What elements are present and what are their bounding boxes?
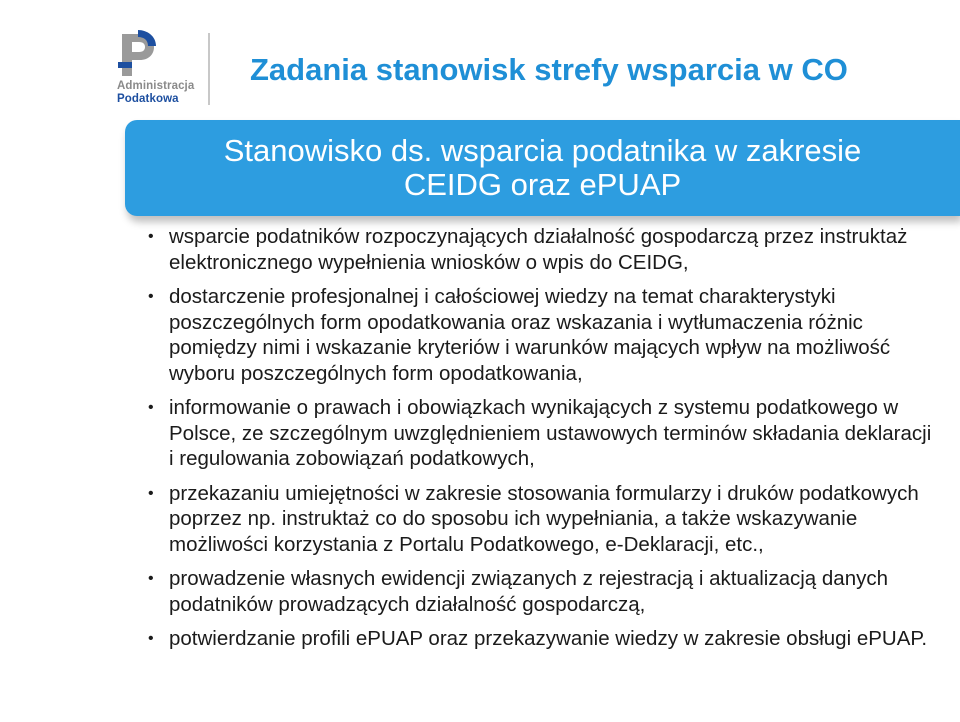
bullet-icon: • (148, 570, 154, 587)
task-list (0, 224, 960, 661)
logo (116, 28, 216, 108)
bullet-icon: • (148, 484, 154, 502)
list-item-text: przekazaniu umiejętności w zakresie stosowania formularzy i druków podatkowych poprzez np. instruktaż co do sposobu ich wypełniania, a także wskazywanie możliwości korzystania z Portalu Podatkowego, e-Deklaracji, etc., (169, 481, 919, 556)
header-divider (208, 33, 210, 105)
list-item-text: dostarczenie profesjonalnej i całościowej wiedzy na temat charakterystyki poszczególnych form opodatkowania oraz wskazania i wytłumaczenia różnic pomiędzy nimi i wskazanie kryteriów i warunków mających wpływ na możliwość wyboru poszczególnych form opodatkowania, (169, 285, 891, 385)
list-item (0, 626, 960, 652)
bullet-icon: • (148, 630, 154, 647)
list-item-text: potwierdzanie profili ePUAP oraz przekazywanie wiedzy w zakresie obsługi ePUAP. (169, 627, 928, 650)
list-item-text: prowadzenie własnych ewidencji związanych z rejestracją i aktualizacją danych podatników prowadzących działalność gospodarczą, (169, 567, 888, 616)
list-item (0, 284, 960, 386)
list-item (0, 395, 960, 472)
logo-line-podatkowa: Podatkowa (117, 93, 179, 105)
administracja-podatkowa-logo-icon (116, 30, 160, 80)
banner-line-1: Stanowisko ds. wsparcia podatnika w zakresie (223, 133, 862, 168)
section-banner (125, 120, 960, 216)
list-item (0, 224, 960, 275)
list-item (0, 481, 960, 558)
list-item (0, 566, 960, 617)
logo-text (117, 80, 194, 106)
bullet-icon: • (148, 288, 154, 305)
banner-line-2: CEIDG oraz ePUAP (403, 167, 682, 202)
list-item-text: informowanie o prawach i obowiązkach wynikających z systemu podatkowego w Polsce, ze szczególnym uwzględnieniem ustawowych terminów składania deklaracji i regulowania zobowiązań podatkowych, (169, 396, 932, 470)
bullet-icon: • (148, 228, 154, 245)
list-item-text: wsparcie podatników rozpoczynających działalność gospodarczą przez instruktaż elektronicznego wypełnienia wniosków o wpis do CEIDG, (169, 225, 908, 274)
bullet-icon: • (148, 399, 154, 416)
slide-title: Zadania stanowisk strefy wsparcia w CO (250, 52, 848, 87)
logo-line-administracja: Administracja (117, 80, 195, 92)
